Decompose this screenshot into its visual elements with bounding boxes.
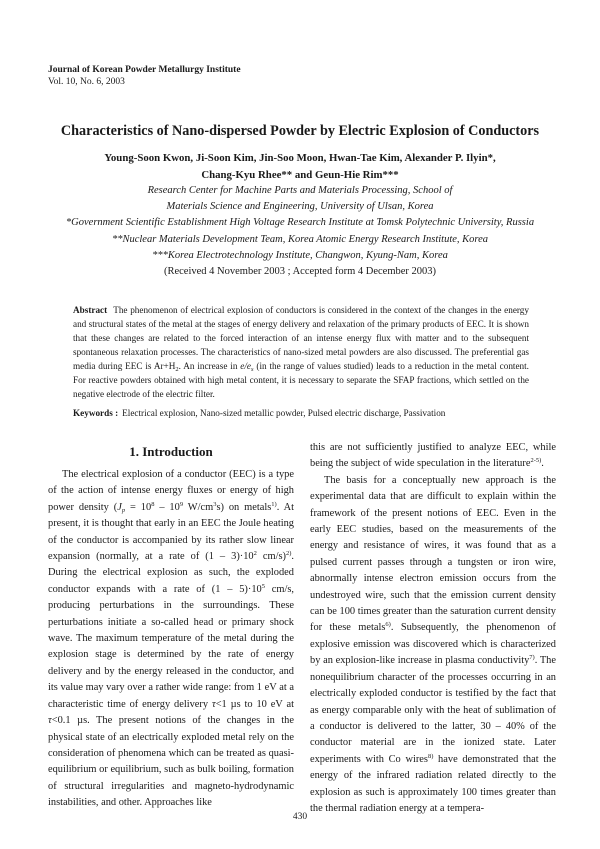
abstract-text: (in the range of values studied) leads to a reduction in the metal content. For reactive powders obtained with high metal content, it is necessary to separate the SFAP fractions, which settled on the negative electrode of the electric filter. [73, 361, 529, 399]
received-date: (Received 4 November 2003 ; Accepted form 4 December 2003) [163, 266, 437, 278]
author-line-2: Chang-Kyu Rhee** and Geun-Hie Rim*** [201, 168, 399, 181]
author-line-1: Young-Soon Kwon, Ji-Soon Kim, Jin-Soo Moon, Hwan-Tae Kim, Alexander P. Ilyin*, [104, 152, 496, 164]
keywords [73, 406, 529, 420]
affiliation-line: ***Korea Electrotechnology Institute, Changwon, Kyung-Nam, Korea [152, 249, 448, 261]
journal-volume: Vol. 10, No. 6, 2003 [48, 77, 125, 87]
citation-ref: 2-5) [530, 457, 542, 465]
body-paragraph [310, 473, 556, 818]
affiliations [10, 183, 590, 280]
body-text: The electrical explosion of a conductor (EEC) is a type of the action of intense energy fluxes or energy of high power density ( [48, 469, 294, 513]
body-text: cm/s, producing perturbations in the surroundings. These perturbations initiate a so-called head or primary shock wave. The maximum temperature of the metal during the explosion stage is determined by the rate of energy delivery and by the energy released in the conductor, and its value may vary over a rather wide range: from 1 eV at a characteristic time of energy delivery [48, 583, 294, 710]
citation-ref: 1) [271, 500, 277, 508]
math-exponent: 3 [213, 500, 217, 508]
body-text: s) on metals [216, 501, 272, 513]
body-text: – 10 [154, 501, 180, 513]
math-exponent: 5 [261, 582, 265, 590]
math-symbol: τ [211, 698, 216, 710]
affiliation-line: **Nuclear Materials Development Team, Korea Atomic Energy Research Institute, Korea [111, 233, 489, 245]
body-text: = 10 [125, 501, 152, 513]
keywords-label: Keywords : [73, 408, 119, 418]
affiliation-line: *Government Scientific Establishment High Voltage Research Institute at Tomsk Polytechnic University, Russia [65, 217, 535, 229]
affiliation-line: Materials Science and Engineering, University of Ulsan, Korea [166, 201, 434, 213]
citation-ref: 7) [529, 654, 535, 662]
abstract-text: The phenomenon of electrical explosion of conductors is considered in the context of the changes in the energy and structural states of the metal at the stages of energy delivery and relaxation of the primary products of EEC. It is shown that these changes are related to the forced interaction of an intense energy flux with matter and to the subsequent spontaneous relaxation processes. The characteristics of nano-sized metal powders are also discussed. The preferential gas media during EEC is Ar+H [73, 305, 529, 371]
body-text: cm/s) [256, 551, 286, 563]
math-exponent: 8 [151, 500, 155, 508]
paper-title: Characteristics of Nano-dispersed Powder by Electric Explosion of Conductors [60, 123, 540, 139]
math-exponent: 9 [179, 500, 184, 508]
body-text: W/cm [183, 501, 214, 513]
section-heading: 1. Introduction [129, 444, 213, 459]
abstract-ratio-subscript: s [251, 366, 254, 373]
journal-name: Journal of Korean Powder Metallurgy Institute [48, 65, 241, 75]
abstract-ratio: e/e [240, 361, 251, 371]
body-text: have demonstrated that the energy of the infrared radiation related directly to the explosion as such is approximately 100 times greater than the thermal radiation energy at a tempera- [310, 753, 556, 814]
journal-header [48, 64, 241, 88]
author-list [30, 150, 570, 183]
math-exponent: 2 [253, 550, 257, 558]
body-text: <1 µs to 10 eV at [215, 698, 294, 710]
body-text: The basis for a conceptually new approach is the experimental data that are difficult to explain within the framework of the present notions of EEC. Even in the early EEC studies, based on the measurements of the energy and resistance of wires, it was found that as a pulsed current passes through a tungsten or iron wire, abnormally intense electron emission occurs from the undestroyed wire, such that the emission current density can be 100 times greater than the saturation current density for these metals [310, 474, 556, 634]
body-text: . During the electrical explosion as such, the exploded conductor expands with a rate of (1 – 5)·10 [48, 551, 294, 595]
abstract-subscript: 2 [175, 366, 179, 373]
math-symbol: J [117, 501, 122, 513]
body-text: . Subsequently, the phenomenon of explosive emission was discovered which is characterized by an explosion-like increase in plasma conductivity [310, 622, 556, 667]
keywords-text: Electrical explosion, Nano-sized metallic powder, Pulsed electric discharge, Passivation [122, 408, 446, 418]
math-subscript: p [121, 506, 126, 514]
citation-ref: 6) [385, 621, 391, 629]
body-text: . [541, 458, 544, 470]
body-text: . The nonequilibrium character of the processes occurring in an electrically exploded conductor is testified by the fact that as energy comparable only with the heat of sublimation of a conductor is delivered to the latter, 30 – 40% of the conductor material are in the ionized state. Later experiments with Co wires [310, 655, 556, 765]
left-column [48, 467, 294, 812]
body-text: <0.1 µs. The present notions of the changes in the physical state of an electrically exploded metal rely on the consideration of phenomena which can be treated as quasi-equilibrium or equilibrium, such as bulk boiling, formation of structural irregularities and magneto-hydrodynamic instabilities, and other. Approaches like [48, 715, 294, 809]
abstract-text: . An increase in [178, 361, 241, 371]
page-number: 430 [292, 812, 308, 822]
body-paragraph [310, 440, 556, 473]
body-paragraph [48, 467, 294, 812]
math-symbol: τ [48, 715, 52, 727]
abstract [73, 303, 529, 401]
body-text: . At present, it is thought that early in an EEC the Joule heating of the conductor is accompanied by its rather slow linear expansion (normally, at a rate of (1 – 3)·10 [48, 501, 295, 563]
affiliation-line: Research Center for Machine Parts and Materials Processing, School of [147, 185, 453, 196]
abstract-label: Abstract [73, 305, 108, 315]
body-text: this are not sufficiently justified to analyze EEC, while being the subject of wide speculation in the literature [310, 442, 556, 470]
right-column [310, 440, 556, 817]
citation-ref: 2) [285, 550, 292, 558]
citation-ref: 8) [427, 752, 434, 760]
